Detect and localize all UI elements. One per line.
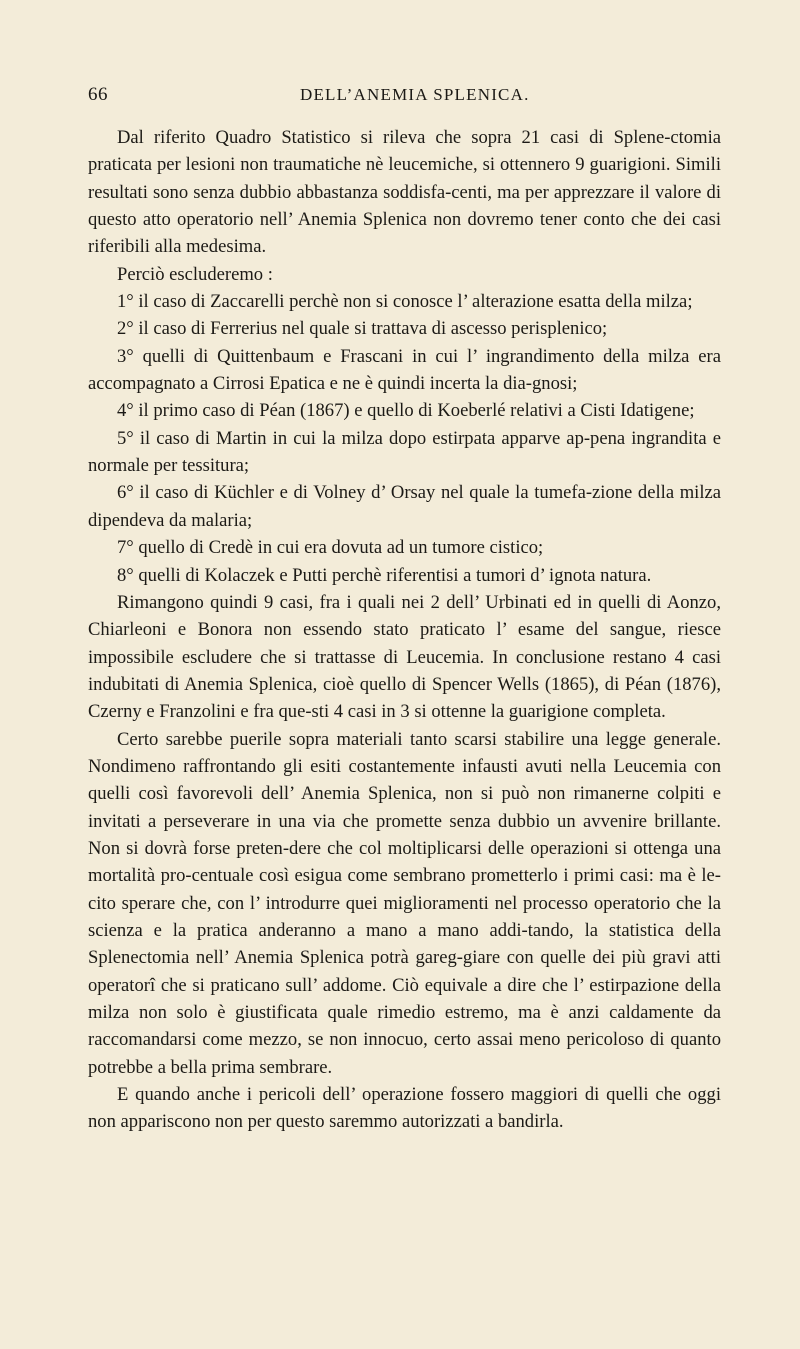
paragraph-final: E quando anche i pericoli dell’ operazione fossero maggiori di quelli che oggi non appariscono non per questo saremmo autorizzati a bandirla. bbox=[88, 1084, 721, 1133]
page-number: 66 bbox=[88, 84, 108, 105]
list-item-3: 3° quelli di Quittenbaum e Frascani in cui l’ ingrandimento della milza era accompagnato a Cirrosi Epatica e ne è quindi incerta la dia-gnosi; bbox=[88, 345, 721, 395]
paragraph-exclusion-intro: Perciò escluderemo : bbox=[117, 263, 273, 285]
paragraph-conclusion: Certo sarebbe puerile sopra materiali tanto scarsi stabilire una legge generale. Nondimeno raffrontando gli esiti costantemente infausti avuti nella Leucemia con quelli così favorevoli dell’ Anemia Splenica, non si può non rimanerne colpiti e invitati a perseverare in una via che promette senza dubbio un avvenire brillante. Non si dovrà forse preten-dere che col moltiplicarsi delle operazioni si ottenga una mortalità pro-centuale così esigua come sembrano prometterlo i primi casi: ma è le-cito sperare che, con l’ introdurre quei miglioramenti nel processo operatorio che la scienza e la pratica anderanno a mano a mano addi-tando, la statistica della Splenectomia nell’ Anemia Splenica potrà gareg-giare con quelle dei più gravi atti operatorî che si praticano sull’ addome. Ciò equivale a dire che l’ estirpazione della milza non solo è giustificata quale rimedio estremo, ma è anzi caldamente da raccomandarsi come mezzo, se non innocuo, certo assai meno pericoloso di quanto potrebbe a bella prima sembrare. bbox=[88, 728, 721, 1078]
body-text bbox=[88, 124, 721, 1136]
running-title: DELL’ANEMIA SPLENICA. bbox=[300, 85, 530, 104]
list-item-8: 8° quelli di Kolaczek e Putti perchè riferentisi a tumori d’ ignota natura. bbox=[117, 564, 652, 586]
list-item-2: 2° il caso di Ferrerius nel quale si trattava di ascesso perisplenico; bbox=[117, 318, 608, 340]
list-item-5: 5° il caso di Martin in cui la milza dopo estirpata apparve ap-pena ingrandita e normale per tessitura; bbox=[88, 427, 721, 477]
list-item-6: 6° il caso di Küchler e di Volney d’ Orsay nel quale la tumefa-zione della milza dipendeva da malaria; bbox=[88, 482, 721, 531]
list-item-7: 7° quello di Credè in cui era dovuta ad un tumore cistico; bbox=[117, 537, 544, 559]
paragraph-remaining-cases: Rimangono quindi 9 casi, fra i quali nei 2 dell’ Urbinati ed in quelli di Aonzo, Chiarleoni e Bonora non essendo stato praticato l’ esame del sangue, riesce impossibile escludere che si trattasse di Leucemia. In conclusione restano 4 casi indubitati di Anemia Splenica, cioè quello di Spencer Wells (1865), di Péan (1876), Czerny e Franzolini e fra que-sti 4 casi in 3 si ottenne la guarigione completa. bbox=[88, 591, 721, 723]
page-header bbox=[0, 84, 800, 112]
paragraph-intro: Dal riferito Quadro Statistico si rileva che sopra 21 casi di Splene-ctomia praticata per lesioni non traumatiche nè leucemiche, si ottennero 9 guarigioni. Simili resultati sono senza dubbio abbastanza soddisfa-centi, ma per apprezzare il valore di questo atto operatorio nell’ Anemia Splenica non dovremo tener conto che dei casi riferibili alla medesima. bbox=[88, 127, 721, 258]
list-item-1: 1° il caso di Zaccarelli perchè non si conosce l’ alterazione esatta della milza; bbox=[117, 291, 693, 313]
list-item-4: 4° il primo caso di Péan (1867) e quello di Koeberlé relativi a Cisti Idatigene; bbox=[117, 400, 695, 422]
